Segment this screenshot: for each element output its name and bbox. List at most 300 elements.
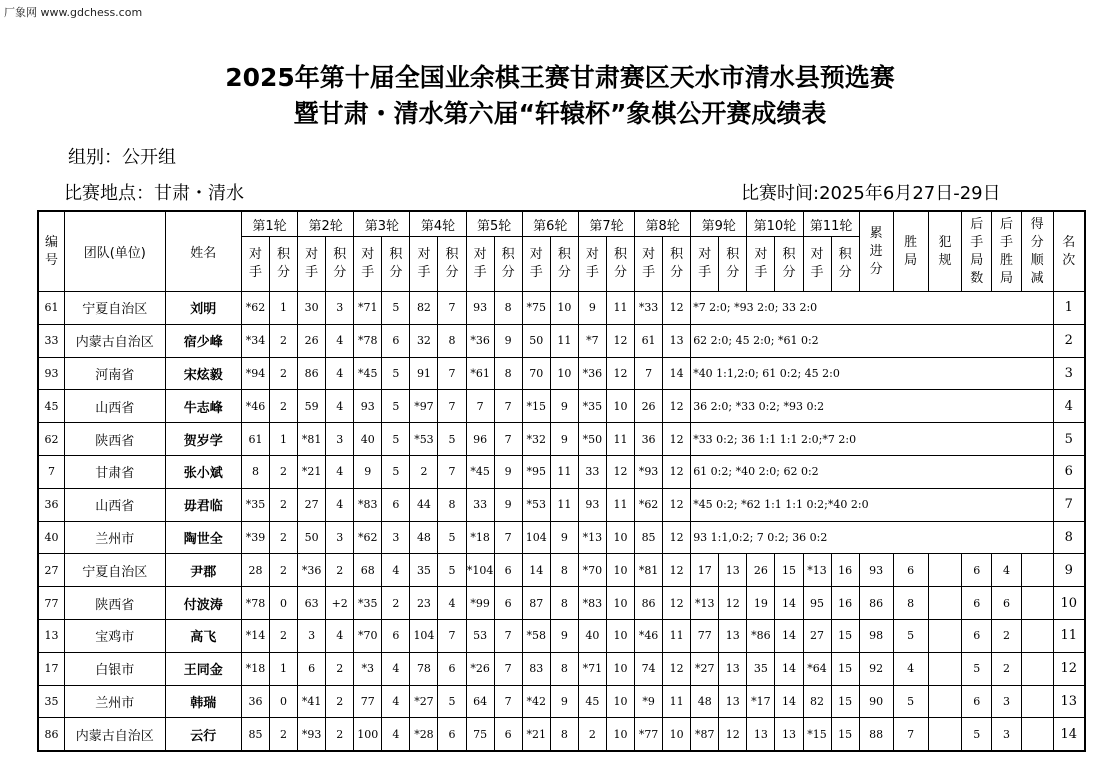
header-score: 积分 bbox=[663, 237, 691, 292]
cell-opponent: *71 bbox=[354, 292, 382, 325]
cell-opponent: 40 bbox=[578, 619, 606, 652]
header-score: 积分 bbox=[719, 237, 747, 292]
cell-team: 山西省 bbox=[64, 390, 165, 423]
cell-score: 5 bbox=[382, 423, 410, 456]
cell-opponent: 44 bbox=[410, 488, 438, 521]
cell-opponent: 59 bbox=[298, 390, 326, 423]
header-score: 积分 bbox=[831, 237, 859, 292]
cell-score: 10 bbox=[606, 554, 634, 587]
cell-score: 14 bbox=[775, 619, 803, 652]
cell-score: 9 bbox=[550, 521, 578, 554]
cell-score: 5 bbox=[438, 554, 466, 587]
cell-opponent: 45 bbox=[578, 685, 606, 718]
cell-opponent: 9 bbox=[578, 292, 606, 325]
cell-id: 86 bbox=[38, 718, 64, 751]
cell-opponent: 93 bbox=[466, 292, 494, 325]
cell-opponent: *46 bbox=[635, 619, 663, 652]
cell-score-order bbox=[1021, 652, 1053, 685]
cell-opponent: *34 bbox=[241, 324, 269, 357]
cell-id: 35 bbox=[38, 685, 64, 718]
cell-score: 2 bbox=[326, 685, 354, 718]
header-round: 第6轮 bbox=[522, 211, 578, 237]
cell-opponent: 96 bbox=[466, 423, 494, 456]
cell-score: 5 bbox=[438, 685, 466, 718]
cell-name: 付波涛 bbox=[165, 587, 241, 620]
cell-score: 1 bbox=[270, 423, 298, 456]
cell-rank: 14 bbox=[1053, 718, 1085, 751]
cell-opponent: 9 bbox=[354, 455, 382, 488]
cell-opponent: 27 bbox=[298, 488, 326, 521]
cell-score: 10 bbox=[606, 587, 634, 620]
cell-id: 40 bbox=[38, 521, 64, 554]
cell-score: 12 bbox=[663, 292, 691, 325]
cell-score: 12 bbox=[663, 455, 691, 488]
table-row bbox=[38, 292, 1085, 325]
page-subtitle: 暨甘肃・清水第六届“轩辕杯”象棋公开赛成绩表 bbox=[293, 99, 827, 128]
cell-score: 2 bbox=[326, 554, 354, 587]
header-opponent: 对手 bbox=[241, 237, 269, 292]
cell-score: +2 bbox=[326, 587, 354, 620]
header-opponent: 对手 bbox=[522, 237, 550, 292]
cell-back-wins: 4 bbox=[992, 554, 1022, 587]
cell-opponent: 93 bbox=[578, 488, 606, 521]
cell-wins: 4 bbox=[893, 652, 928, 685]
cell-back-games: 6 bbox=[962, 685, 992, 718]
cell-score: 10 bbox=[606, 718, 634, 751]
cell-score-order bbox=[1021, 587, 1053, 620]
header-name: 姓名 bbox=[165, 211, 241, 292]
cell-opponent: *45 bbox=[466, 455, 494, 488]
cell-opponent: 61 bbox=[635, 324, 663, 357]
cell-score: 15 bbox=[831, 652, 859, 685]
cell-tiebreak-note: 93 1:1,0:2; 7 0:2; 36 0:2 bbox=[691, 521, 1053, 554]
cell-score: 2 bbox=[270, 718, 298, 751]
cell-name: 刘明 bbox=[165, 292, 241, 325]
cell-rank: 12 bbox=[1053, 652, 1085, 685]
cell-team: 甘肃省 bbox=[64, 455, 165, 488]
header-score: 积分 bbox=[438, 237, 466, 292]
header-opponent: 对手 bbox=[803, 237, 831, 292]
cell-team: 山西省 bbox=[64, 488, 165, 521]
cell-opponent: *39 bbox=[241, 521, 269, 554]
cell-score: 7 bbox=[438, 619, 466, 652]
cell-opponent: 48 bbox=[691, 685, 719, 718]
cell-name: 贺岁学 bbox=[165, 423, 241, 456]
cell-score: 7 bbox=[494, 652, 522, 685]
cell-rank: 6 bbox=[1053, 455, 1085, 488]
cell-score: 11 bbox=[663, 685, 691, 718]
table-row bbox=[38, 488, 1085, 521]
cell-opponent: *9 bbox=[635, 685, 663, 718]
cell-wins: 8 bbox=[893, 587, 928, 620]
cell-id: 36 bbox=[38, 488, 64, 521]
cell-score: 6 bbox=[382, 488, 410, 521]
cell-opponent: *46 bbox=[241, 390, 269, 423]
header-round: 第4轮 bbox=[410, 211, 466, 237]
cell-score: 11 bbox=[606, 292, 634, 325]
cell-score: 11 bbox=[550, 455, 578, 488]
cell-score: 11 bbox=[606, 488, 634, 521]
cell-score: 11 bbox=[606, 423, 634, 456]
cell-score: 13 bbox=[663, 324, 691, 357]
cell-opponent: 50 bbox=[522, 324, 550, 357]
cell-opponent: 26 bbox=[635, 390, 663, 423]
cell-back-games: 6 bbox=[962, 587, 992, 620]
header-opponent: 对手 bbox=[354, 237, 382, 292]
cell-score: 3 bbox=[326, 521, 354, 554]
cell-opponent: 48 bbox=[410, 521, 438, 554]
cell-opponent: *41 bbox=[298, 685, 326, 718]
cell-score: 12 bbox=[663, 488, 691, 521]
cell-opponent: 35 bbox=[410, 554, 438, 587]
cell-score: 10 bbox=[663, 718, 691, 751]
cell-opponent: *3 bbox=[354, 652, 382, 685]
cell-opponent: *45 bbox=[354, 357, 382, 390]
cell-opponent: 36 bbox=[635, 423, 663, 456]
cell-opponent: *42 bbox=[522, 685, 550, 718]
cell-opponent: 50 bbox=[298, 521, 326, 554]
cell-opponent: 33 bbox=[578, 455, 606, 488]
cell-back-wins: 3 bbox=[992, 718, 1022, 751]
cell-id: 7 bbox=[38, 455, 64, 488]
header-back-games: 后手局数 bbox=[962, 211, 992, 292]
header-score: 积分 bbox=[382, 237, 410, 292]
cell-score: 15 bbox=[831, 685, 859, 718]
cell-name: 尹郡 bbox=[165, 554, 241, 587]
cell-tiebreak-note: 62 2:0; 45 2:0; *61 0:2 bbox=[691, 324, 1053, 357]
cell-opponent: *18 bbox=[241, 652, 269, 685]
cell-tiebreak-note: *40 1:1,2:0; 61 0:2; 45 2:0 bbox=[691, 357, 1053, 390]
cell-cum: 86 bbox=[859, 587, 893, 620]
cell-back-wins: 2 bbox=[992, 652, 1022, 685]
cell-opponent: 27 bbox=[803, 619, 831, 652]
cell-score: 8 bbox=[438, 488, 466, 521]
header-score-order: 得分顺减 bbox=[1021, 211, 1053, 292]
cell-opponent: 6 bbox=[298, 652, 326, 685]
cell-score: 10 bbox=[550, 357, 578, 390]
header-round: 第3轮 bbox=[354, 211, 410, 237]
cell-opponent: 26 bbox=[747, 554, 775, 587]
cell-score: 4 bbox=[326, 357, 354, 390]
cell-back-games: 5 bbox=[962, 652, 992, 685]
cell-opponent: *13 bbox=[803, 554, 831, 587]
cell-score: 11 bbox=[550, 324, 578, 357]
cell-opponent: *93 bbox=[635, 455, 663, 488]
cell-team: 河南省 bbox=[64, 357, 165, 390]
cell-score: 1 bbox=[270, 292, 298, 325]
cell-tiebreak-note: 36 2:0; *33 0:2; *93 0:2 bbox=[691, 390, 1053, 423]
cell-score: 12 bbox=[663, 587, 691, 620]
cell-opponent: *81 bbox=[298, 423, 326, 456]
cell-score: 12 bbox=[663, 521, 691, 554]
cell-fouls bbox=[928, 652, 962, 685]
cell-score: 4 bbox=[326, 455, 354, 488]
cell-score: 14 bbox=[775, 652, 803, 685]
cell-name: 张小斌 bbox=[165, 455, 241, 488]
cell-score: 9 bbox=[494, 488, 522, 521]
cell-opponent: 3 bbox=[298, 619, 326, 652]
cell-score: 8 bbox=[550, 652, 578, 685]
cell-name: 毋君临 bbox=[165, 488, 241, 521]
cell-opponent: *97 bbox=[410, 390, 438, 423]
cell-name: 韩瑞 bbox=[165, 685, 241, 718]
header-score: 积分 bbox=[606, 237, 634, 292]
cell-score: 3 bbox=[382, 521, 410, 554]
cell-rank: 10 bbox=[1053, 587, 1085, 620]
cell-opponent: 61 bbox=[241, 423, 269, 456]
header-opponent: 对手 bbox=[298, 237, 326, 292]
cell-score: 5 bbox=[382, 292, 410, 325]
cell-opponent: *26 bbox=[466, 652, 494, 685]
header-round: 第8轮 bbox=[635, 211, 691, 237]
cell-rank: 1 bbox=[1053, 292, 1085, 325]
cell-score: 3 bbox=[326, 292, 354, 325]
header-round: 第5轮 bbox=[466, 211, 522, 237]
cell-cum: 90 bbox=[859, 685, 893, 718]
cell-rank: 13 bbox=[1053, 685, 1085, 718]
table-row bbox=[38, 718, 1085, 751]
cell-score: 6 bbox=[494, 554, 522, 587]
cell-cum: 92 bbox=[859, 652, 893, 685]
header-round: 第1轮 bbox=[241, 211, 297, 237]
header-score: 积分 bbox=[775, 237, 803, 292]
cell-name: 云行 bbox=[165, 718, 241, 751]
cell-opponent: 87 bbox=[522, 587, 550, 620]
cell-score: 16 bbox=[831, 554, 859, 587]
cell-opponent: *13 bbox=[691, 587, 719, 620]
cell-score-order bbox=[1021, 619, 1053, 652]
cell-opponent: 28 bbox=[241, 554, 269, 587]
cell-back-wins: 2 bbox=[992, 619, 1022, 652]
cell-opponent: 100 bbox=[354, 718, 382, 751]
cell-score: 14 bbox=[775, 587, 803, 620]
cell-opponent: 91 bbox=[410, 357, 438, 390]
cell-team: 兰州市 bbox=[64, 521, 165, 554]
cell-score: 7 bbox=[494, 521, 522, 554]
cell-opponent: *32 bbox=[522, 423, 550, 456]
cell-opponent: *18 bbox=[466, 521, 494, 554]
cell-opponent: 95 bbox=[803, 587, 831, 620]
cell-opponent: *83 bbox=[578, 587, 606, 620]
cell-opponent: *99 bbox=[466, 587, 494, 620]
cell-score: 14 bbox=[775, 685, 803, 718]
cell-fouls bbox=[928, 619, 962, 652]
cell-score: 8 bbox=[550, 554, 578, 587]
cell-score: 9 bbox=[550, 619, 578, 652]
cell-opponent: *50 bbox=[578, 423, 606, 456]
header-round: 第11轮 bbox=[803, 211, 859, 237]
cell-team: 宁夏自治区 bbox=[64, 554, 165, 587]
cell-opponent: *35 bbox=[578, 390, 606, 423]
cell-opponent: *36 bbox=[466, 324, 494, 357]
cell-opponent: 30 bbox=[298, 292, 326, 325]
cell-rank: 3 bbox=[1053, 357, 1085, 390]
cell-opponent: 77 bbox=[691, 619, 719, 652]
cell-score: 2 bbox=[270, 554, 298, 587]
cell-opponent: *81 bbox=[635, 554, 663, 587]
cell-id: 17 bbox=[38, 652, 64, 685]
table-row bbox=[38, 390, 1085, 423]
cell-score: 2 bbox=[382, 587, 410, 620]
cell-opponent: 7 bbox=[635, 357, 663, 390]
cell-tiebreak-note: *7 2:0; *93 2:0; 33 2:0 bbox=[691, 292, 1053, 325]
cell-score: 2 bbox=[270, 324, 298, 357]
cell-id: 62 bbox=[38, 423, 64, 456]
cell-opponent: *86 bbox=[747, 619, 775, 652]
cell-score: 11 bbox=[663, 619, 691, 652]
cell-score: 10 bbox=[606, 652, 634, 685]
cell-score: 2 bbox=[270, 488, 298, 521]
cell-score: 12 bbox=[663, 554, 691, 587]
cell-score: 6 bbox=[438, 652, 466, 685]
cell-name: 牛志峰 bbox=[165, 390, 241, 423]
header-score: 积分 bbox=[550, 237, 578, 292]
cell-score: 4 bbox=[326, 390, 354, 423]
cell-opponent: *94 bbox=[241, 357, 269, 390]
cell-cum: 88 bbox=[859, 718, 893, 751]
table-row bbox=[38, 587, 1085, 620]
cell-score: 15 bbox=[831, 619, 859, 652]
cell-score: 4 bbox=[326, 619, 354, 652]
cell-score: 0 bbox=[270, 685, 298, 718]
header-score: 积分 bbox=[494, 237, 522, 292]
cell-opponent: *70 bbox=[578, 554, 606, 587]
cell-fouls bbox=[928, 685, 962, 718]
cell-opponent: 40 bbox=[354, 423, 382, 456]
cell-score: 6 bbox=[494, 587, 522, 620]
cell-opponent: *62 bbox=[241, 292, 269, 325]
cell-opponent: *15 bbox=[522, 390, 550, 423]
cell-score: 6 bbox=[382, 324, 410, 357]
cell-score: 14 bbox=[663, 357, 691, 390]
cell-opponent: 7 bbox=[466, 390, 494, 423]
cell-opponent: *77 bbox=[635, 718, 663, 751]
cell-fouls bbox=[928, 587, 962, 620]
cell-opponent: *27 bbox=[691, 652, 719, 685]
cell-rank: 7 bbox=[1053, 488, 1085, 521]
header-fouls: 犯规 bbox=[928, 211, 962, 292]
cell-score: 11 bbox=[550, 488, 578, 521]
venue-label: 比赛地点：甘肃・清水 bbox=[64, 183, 244, 204]
cell-rank: 11 bbox=[1053, 619, 1085, 652]
cell-score: 7 bbox=[438, 390, 466, 423]
header-team: 团队(单位) bbox=[64, 211, 165, 292]
cell-opponent: 104 bbox=[410, 619, 438, 652]
cell-rank: 2 bbox=[1053, 324, 1085, 357]
cell-tiebreak-note: *33 0:2; 36 1:1 1:1 2:0;*7 2:0 bbox=[691, 423, 1053, 456]
cell-score: 4 bbox=[382, 652, 410, 685]
header-opponent: 对手 bbox=[466, 237, 494, 292]
cell-opponent: *33 bbox=[635, 292, 663, 325]
cell-score: 5 bbox=[438, 521, 466, 554]
cell-opponent: *62 bbox=[635, 488, 663, 521]
cell-score: 7 bbox=[494, 685, 522, 718]
header-opponent: 对手 bbox=[635, 237, 663, 292]
cell-opponent: 75 bbox=[466, 718, 494, 751]
cell-team: 内蒙古自治区 bbox=[64, 718, 165, 751]
cell-opponent: 13 bbox=[747, 718, 775, 751]
cell-score: 3 bbox=[326, 423, 354, 456]
cell-score: 13 bbox=[775, 718, 803, 751]
cell-score: 12 bbox=[606, 324, 634, 357]
cell-opponent: 104 bbox=[522, 521, 550, 554]
cell-score: 7 bbox=[494, 619, 522, 652]
cell-opponent: *78 bbox=[241, 587, 269, 620]
cell-score: 2 bbox=[270, 390, 298, 423]
cell-opponent: *70 bbox=[354, 619, 382, 652]
cell-score: 9 bbox=[550, 685, 578, 718]
cell-team: 兰州市 bbox=[64, 685, 165, 718]
cell-rank: 9 bbox=[1053, 554, 1085, 587]
header-cumulative: 累进分 bbox=[859, 211, 893, 292]
cell-score: 10 bbox=[606, 390, 634, 423]
cell-opponent: 74 bbox=[635, 652, 663, 685]
cell-score: 13 bbox=[719, 652, 747, 685]
cell-opponent: *35 bbox=[354, 587, 382, 620]
cell-opponent: *7 bbox=[578, 324, 606, 357]
cell-score: 4 bbox=[326, 488, 354, 521]
header-score: 积分 bbox=[270, 237, 298, 292]
cell-score: 8 bbox=[494, 357, 522, 390]
cell-opponent: 23 bbox=[410, 587, 438, 620]
cell-score: 7 bbox=[438, 292, 466, 325]
cell-score: 8 bbox=[550, 587, 578, 620]
watermark-text: 厂象网 www.gdchess.com bbox=[4, 6, 143, 19]
cell-opponent: 19 bbox=[747, 587, 775, 620]
cell-opponent: 85 bbox=[241, 718, 269, 751]
cell-id: 13 bbox=[38, 619, 64, 652]
cell-score: 1 bbox=[270, 652, 298, 685]
cell-score: 8 bbox=[438, 324, 466, 357]
cell-wins: 5 bbox=[893, 685, 928, 718]
cell-score-order bbox=[1021, 718, 1053, 751]
cell-score: 5 bbox=[382, 357, 410, 390]
cell-name: 高飞 bbox=[165, 619, 241, 652]
cell-opponent: *21 bbox=[298, 455, 326, 488]
cell-opponent: *62 bbox=[354, 521, 382, 554]
cell-id: 77 bbox=[38, 587, 64, 620]
cell-name: 宿少峰 bbox=[165, 324, 241, 357]
cell-opponent: 2 bbox=[410, 455, 438, 488]
cell-score: 2 bbox=[270, 455, 298, 488]
cell-opponent: *28 bbox=[410, 718, 438, 751]
cell-opponent: 70 bbox=[522, 357, 550, 390]
header-score: 积分 bbox=[326, 237, 354, 292]
cell-score: 12 bbox=[719, 587, 747, 620]
cell-score: 13 bbox=[719, 685, 747, 718]
cell-opponent: *78 bbox=[354, 324, 382, 357]
cell-score: 12 bbox=[606, 455, 634, 488]
cell-wins: 6 bbox=[893, 554, 928, 587]
cell-opponent: 35 bbox=[747, 652, 775, 685]
cell-score: 8 bbox=[550, 718, 578, 751]
cell-score: 7 bbox=[494, 390, 522, 423]
cell-opponent: *15 bbox=[803, 718, 831, 751]
cell-opponent: 82 bbox=[410, 292, 438, 325]
cell-score-order bbox=[1021, 554, 1053, 587]
cell-score: 8 bbox=[494, 292, 522, 325]
cell-back-games: 6 bbox=[962, 619, 992, 652]
cell-rank: 8 bbox=[1053, 521, 1085, 554]
cell-opponent: *93 bbox=[298, 718, 326, 751]
cell-opponent: 77 bbox=[354, 685, 382, 718]
cell-score: 15 bbox=[831, 718, 859, 751]
cell-score: 12 bbox=[663, 423, 691, 456]
cell-opponent: 83 bbox=[522, 652, 550, 685]
cell-opponent: *95 bbox=[522, 455, 550, 488]
cell-score: 2 bbox=[270, 619, 298, 652]
cell-team: 白银市 bbox=[64, 652, 165, 685]
